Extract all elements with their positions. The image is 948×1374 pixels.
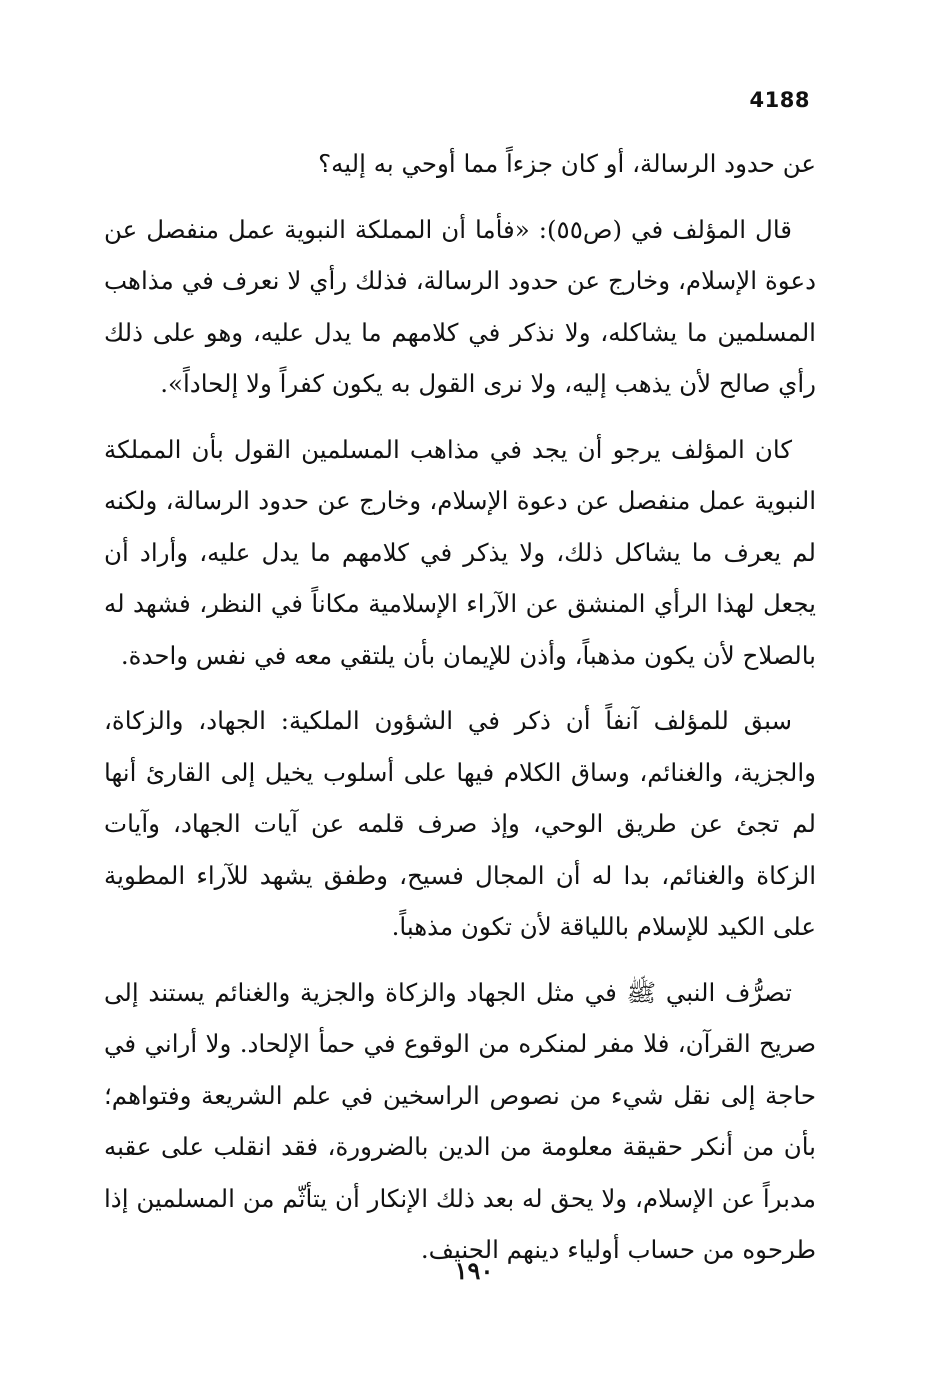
paragraph-3: كان المؤلف يرجو أن يجد في مذاهب المسلمين القول بأن المملكة النبوية عمل منفصل عن دعوة الإسلام، وخارج عن حدود الرسالة، ولكنه لم يعرف ما يشاكل ذلك، ولا يذكر في كلامهم ما يدل عليه، وأراد أن يجعل لهذا الرأي المنشق عن الآراء الإسلامية مكاناً في النظر، فشهد له بالصلاح لأن يكون مذهباً، وأذن للإيمان بأن يلتقي معه في نفس واحدة. (104, 434, 816, 670)
paragraph-5: تصرُّف النبي ﷺ في مثل الجهاد والزكاة والجزية والغنائم يستند إلى صريح القرآن، فلا مفر لمنكره من الوقوع في حمأ الإلحاد. ولا أراني في حاجة إلى نقل شيء من نصوص الراسخين في علم الشريعة وفتواهم؛ بأن من أنكر حقيقة معلومة من الدين بالضرورة، فقد انقلب على عقبه مدبراً عن الإسلام، ولا يحق له بعد ذلك الإنكار أن يتأثّم من المسلمين إذا طرحوه من حساب أولياء دينهم الحنيف. (104, 977, 816, 1264)
paragraph-1: عن حدود الرسالة، أو كان جزءاً مما أوحي به إليه؟ (318, 149, 816, 178)
page-number: ١٩٠ (454, 1256, 494, 1285)
paragraph-4: سبق للمؤلف آنفاً أن ذكر في الشؤون الملكية: الجهاد، والزكاة، والجزية، والغنائم، وساق الكلام فيها على أسلوب يخيل إلى القارئ أنها لم تجئ عن طريق الوحي، وإذ صرف قلمه عن آيات الجهاد، وآيات الزكاة والغنائم، بدا له أن المجال فسيح، وطفق يشهد للآراء المطوية على الكيد للإسلام باللياقة لأن تكون مذهباً. (104, 706, 816, 941)
paragraph-2: قال المؤلف في (ص٥٥): «فأما أن المملكة النبوية عمل منفصل عن دعوة الإسلام، وخارج عن حدود الرسالة، فذلك رأي لا نعرف في مذاهب المسلمين ما يشاكله، ولا نذكر في كلامهم ما يدل عليه، وهو على ذلك رأي صالح لأن يذهب إليه، ولا نرى القول به يكون كفراً ولا إلحاداً». (104, 214, 816, 398)
page-id-label: 4188 (749, 88, 810, 112)
body-text (104, 138, 816, 1276)
